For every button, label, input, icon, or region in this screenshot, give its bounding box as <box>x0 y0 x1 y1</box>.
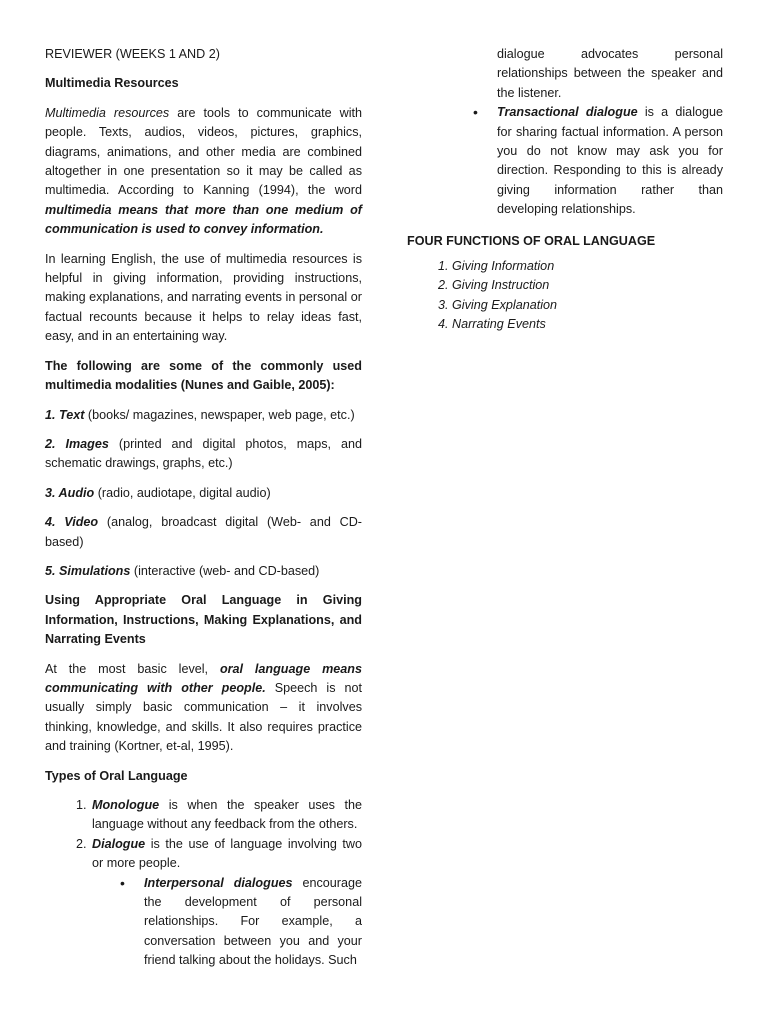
term-dialogue: Dialogue <box>92 836 146 851</box>
types-list <box>45 796 362 971</box>
functions-list <box>407 257 723 335</box>
function-item: 4. Narrating Events <box>452 315 723 334</box>
modality-item <box>45 435 362 474</box>
modality-label: 4. Video <box>45 515 99 530</box>
heading-four-functions: FOUR FUNCTIONS OF ORAL LANGUAGE <box>407 233 656 248</box>
document-title: REVIEWER (WEEKS 1 AND 2) <box>45 47 220 61</box>
modality-desc: (radio, audiotape, digital audio) <box>94 485 271 500</box>
dialogue-subtypes-list <box>92 874 362 971</box>
left-column <box>45 45 362 971</box>
modality-label: 1. Text <box>45 407 85 422</box>
transactional-list <box>407 103 723 219</box>
modality-label: 2. Images <box>45 436 109 451</box>
interpersonal-text: encourage the development of personal relationships. For example, a conversation between you and your friend talking about the holidays. Such <box>144 875 362 968</box>
oral-text-2: Speech is not usually simply basic communication – it involves thinking, knowledge, and skills. It also requires practice and training (Kortner, et-al, 1995). <box>45 680 362 754</box>
heading-oral-language: Using Appropriate Oral Language in Giving Information, Instructions, Making Explanations, and Narrating Events <box>45 593 362 647</box>
paragraph-multimedia-definition <box>45 104 362 240</box>
modality-label: 5. Simulations <box>45 563 131 578</box>
list-item-monologue <box>90 796 362 835</box>
modality-desc: (books/ magazines, newspaper, web page, etc.) <box>84 407 355 422</box>
modality-desc: (printed and digital photos, maps, and schematic drawings, graphs, etc.) <box>45 436 362 471</box>
modality-item <box>45 484 362 503</box>
emphasis-oral-language-meaning: oral language means communicating with other people. <box>45 661 362 695</box>
modality-desc: (interactive (web- and CD-based) <box>130 563 320 578</box>
term-monologue: Monologue <box>92 798 160 812</box>
interpersonal-continued: dialogue advocates personal relationships between the speaker and the listener. <box>497 47 723 100</box>
list-item-dialogue <box>90 835 362 971</box>
modality-item <box>45 562 362 581</box>
definition-text: are tools to communicate with people. Texts, audios, videos, pictures, graphics, diagrams, animations, and other media are combined altogether in one presentation so it may be called as multimedia. According to Kanning (1994), the word <box>45 105 363 198</box>
transactional-text: is a dialogue for sharing factual information. A person you do not know may ask you for direction. Responding to this is already giving information rather than developing relationships. <box>497 105 724 217</box>
list-item-interpersonal <box>144 874 362 971</box>
term-multimedia-resources: Multimedia resources <box>45 105 170 120</box>
term-transactional-dialogue: Transactional dialogue <box>497 105 638 120</box>
term-interpersonal-dialogues: Interpersonal dialogues <box>144 875 293 890</box>
list-item-transactional <box>497 103 723 219</box>
function-item: 1. Giving Information <box>452 257 723 276</box>
modality-item <box>45 513 362 552</box>
monologue-text: is when the speaker uses the language without any feedback from the others. <box>92 798 362 832</box>
emphasis-multimedia-meaning: multimedia means that more than one medium of communication is used to convey information. <box>45 202 362 237</box>
heading-multimedia-resources: Multimedia Resources <box>45 76 179 91</box>
function-item: 3. Giving Explanation <box>452 296 723 315</box>
paragraph-learning-english: In learning English, the use of multimedia resources is helpful in giving information, providing instructions, making explanations, and narrating events in personal or factual recounts because it helps to relay ideas fast, easy, and in an entertaining way. <box>45 251 362 344</box>
oral-text-1: At the most basic level, <box>45 661 220 676</box>
modality-item <box>45 406 362 425</box>
paragraph-oral-language <box>45 660 362 757</box>
modality-desc: (analog, broadcast digital (Web- and CD-based) <box>45 515 362 549</box>
paragraph-modalities-intro: The following are some of the commonly used multimedia modalities (Nunes and Gaible, 2005): <box>45 358 362 393</box>
right-column <box>407 45 723 335</box>
heading-types-of-oral-language: Types of Oral Language <box>45 768 188 783</box>
dialogue-text: is the use of language involving two or more people. <box>92 836 362 871</box>
function-item: 2. Giving Instruction <box>452 276 723 295</box>
modality-label: 3. Audio <box>45 485 95 500</box>
